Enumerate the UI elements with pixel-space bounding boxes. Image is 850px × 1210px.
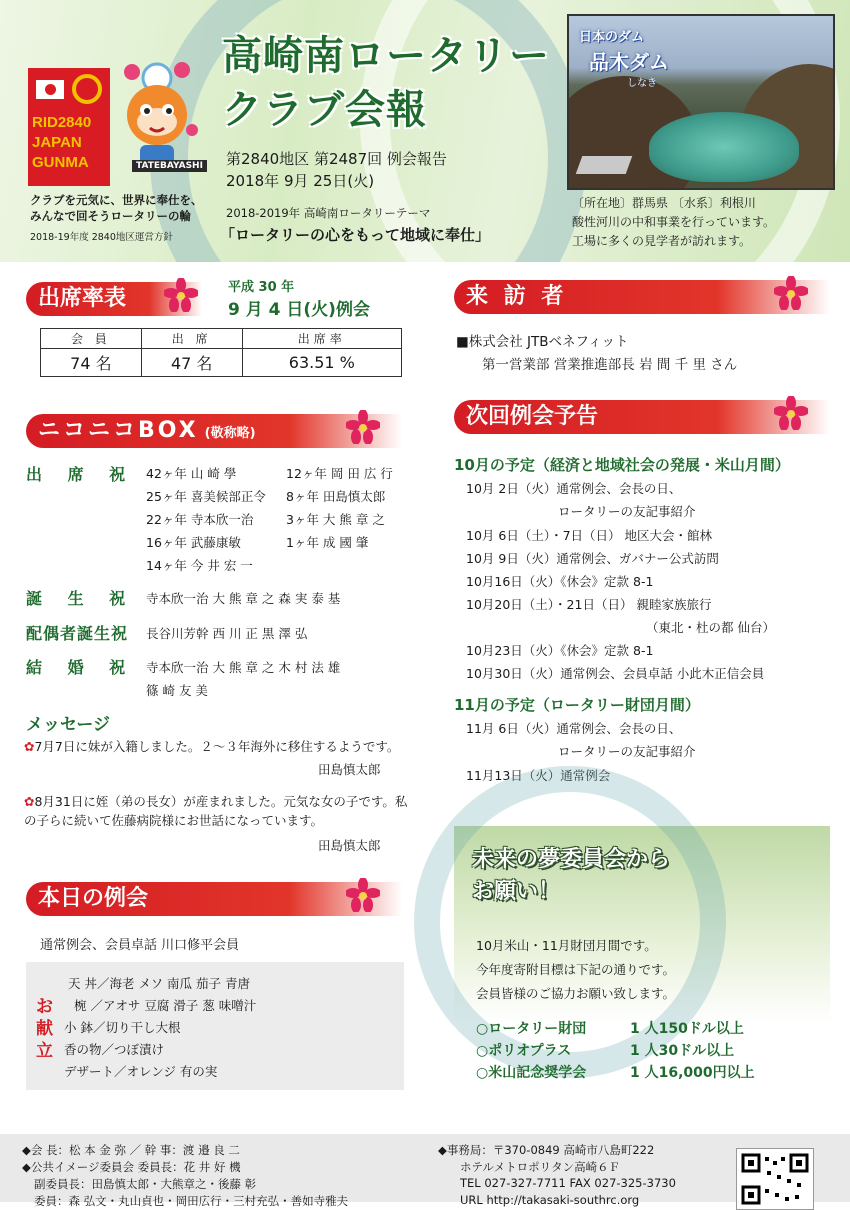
visitor-name: 第一営業部 営業推進部長 岩 間 千 里 さん	[482, 357, 738, 373]
theme-label: 2018-2019年 高崎南ロータリーテーマ	[226, 206, 431, 220]
footer-left-line: 委員：森 弘文・丸山貞也・岡田広行・三村充弘・善如寺雅夫	[34, 1194, 349, 1208]
col-members: 会 員	[41, 329, 142, 349]
flower-bullet-icon: ✿	[24, 794, 35, 809]
district-logo	[28, 68, 110, 186]
menu-kanji: お	[36, 997, 53, 1017]
list-item: 1ヶ年 成 國 肇	[286, 535, 369, 550]
goal-amount: 1 人16,000円以上	[630, 1065, 755, 1081]
list-item: 14ヶ年 今 井 宏 一	[146, 558, 253, 573]
birthday-names: 寺本欣一治 大 熊 章 之 森 実 泰 基	[146, 591, 341, 606]
goal-name: ○ロータリー財団	[476, 1021, 587, 1037]
list-item: 25ヶ年 喜美候部正令	[146, 489, 266, 504]
footer-left-line: ◆会 長：松 本 金 弥 ／ 幹 事：渡 邉 良 二	[22, 1143, 240, 1157]
message-item	[24, 737, 414, 756]
schedule-item: 10月16日（火）《休会》定款 8-1	[466, 574, 654, 589]
menu-item: 椀 ／アオサ 豆腐 滑子 葱 味噌汁	[74, 998, 257, 1013]
bulletin-title-line1: 高崎南ロータリー	[222, 33, 550, 79]
today-meeting-text: 通常例会、会員卓話 川口修平会員	[40, 938, 240, 953]
dam-info-line: 〔所在地〕群馬県 〔水系〕利根川	[572, 196, 756, 210]
november-schedule-title: 11月の予定（ロータリー財団月間）	[454, 696, 700, 714]
flower-icon	[774, 396, 808, 430]
menu-item: 香の物／つぼ漬け	[64, 1042, 165, 1057]
present-value: 47 名	[141, 349, 242, 377]
future-text: 今年度寄附目標は下記の通りです。	[476, 962, 676, 977]
flower-icon	[164, 278, 198, 312]
list-item: 16ヶ年 武藤康敏	[146, 535, 241, 550]
next-meeting-heading-text: 次回例会予告	[466, 404, 599, 429]
report-date: 2018年 9月 25日(火)	[226, 172, 375, 190]
footer-right-line: ホテルメトロポリタン高崎６Ｆ	[460, 1160, 621, 1174]
dam-info-line: 酸性河川の中和事業を行っています。	[572, 215, 776, 229]
list-item: 8ヶ年 田島慎太郎	[286, 489, 386, 504]
message-item	[24, 792, 414, 830]
header-banner	[0, 0, 850, 262]
logo-line3: GUNMA	[32, 154, 89, 171]
menu-item: デザート／オレンジ 有の実	[64, 1064, 218, 1079]
wedding-names: 篠 崎 友 美	[146, 683, 208, 698]
dam-info	[572, 194, 775, 251]
slogan-line: クラブを元気に、世界に奉仕を、	[30, 193, 203, 207]
bulletin-title-line2: クラブ会報	[222, 87, 427, 133]
menu-box	[26, 962, 404, 1090]
japan-flag-icon	[36, 80, 64, 99]
list-item: 12ヶ年 岡 田 広 行	[286, 466, 393, 481]
spouse-birthday-label: 配偶者誕生祝	[26, 624, 129, 643]
photo-lake	[649, 112, 799, 182]
rotary-wheel-icon	[72, 74, 102, 104]
schedule-item: ロータリーの友記事紹介	[558, 744, 696, 759]
wedding-names: 寺本欣一治 大 熊 章 之 木 村 法 雄	[146, 660, 341, 675]
dam-name: 品木ダム	[589, 50, 669, 74]
niko-box-note: (敬称略)	[204, 426, 256, 441]
message-author: 田島慎太郎	[318, 838, 381, 853]
schedule-item: 10月20日（土）・21日（日） 親睦家族旅行	[466, 597, 712, 612]
table-header-row	[41, 329, 402, 349]
october-schedule-title: 10月の予定（経済と地域社会の発展・米山月間）	[454, 456, 790, 474]
goal-name: ○米山記念奨学会	[476, 1065, 587, 1081]
message-author: 田島慎太郎	[318, 762, 381, 777]
dam-photo	[567, 14, 835, 190]
schedule-item: 10月 2日（火）通常例会、会長の日、	[466, 481, 682, 496]
message-title: メッセージ	[26, 715, 110, 735]
schedule-item: 11月13日（火）通常例会	[466, 768, 611, 783]
wedding-label: 結 婚 祝	[26, 658, 136, 677]
future-text: 10月米山・11月財団月間です。	[476, 938, 657, 953]
schedule-item: 10月 9日（火）通常例会、ガバナー公式訪問	[466, 551, 719, 566]
attendance-year: 平成 30 年	[228, 280, 295, 295]
members-value: 74 名	[41, 349, 142, 377]
col-rate: 出席率	[242, 329, 401, 349]
attendance-table	[40, 328, 402, 377]
dam-caption-small: 日本のダム	[579, 30, 645, 45]
visitor-company: ■株式会社 JTBベネフィット	[456, 334, 629, 350]
flower-icon	[346, 878, 380, 912]
logo-line1: RID2840	[32, 114, 92, 131]
footer	[0, 1134, 850, 1208]
slogan-caption: 2018-19年度 2840地区運営方針	[30, 232, 173, 243]
list-item: 42ヶ年 山 崎 學	[146, 466, 237, 481]
menu-kanji: 立	[36, 1041, 53, 1061]
visitors-heading-text: 来 訪 者	[466, 284, 568, 309]
mascot-icon	[112, 60, 202, 170]
district-slogan	[30, 192, 203, 224]
menu-item: 天 丼／海老 メソ 南瓜 茄子 青唐	[68, 976, 250, 991]
qr-code-icon[interactable]	[736, 1148, 814, 1210]
birthday-label: 誕 生 祝	[26, 589, 136, 608]
menu-kanji: 献	[36, 1019, 53, 1039]
schedule-item: 10月 6日（土）・7日（日） 地区大会・館林	[466, 528, 713, 543]
flower-icon	[774, 276, 808, 310]
menu-item: 小 鉢／切り干し大根	[64, 1020, 181, 1035]
future-dream-box	[454, 826, 830, 1108]
attendance-heading-text: 出席率表	[38, 286, 127, 311]
future-title-line2: お願い！	[472, 879, 561, 904]
dam-reading: しなき	[627, 78, 657, 89]
footer-right-line: TEL 027-327-7711 FAX 027-325-3730	[460, 1176, 676, 1190]
flower-bullet-icon: ✿	[24, 739, 35, 754]
logo-line2: JAPAN	[32, 134, 82, 151]
report-number: 第2840地区 第2487回 例会報告	[226, 150, 447, 168]
goal-name: ○ポリオプラス	[476, 1043, 572, 1059]
footer-right-line: ◆事務局：〒370-0849 高崎市八島町222	[438, 1143, 655, 1157]
schedule-item: 10月30日（火）通常例会、会員卓話 小此木正信会員	[466, 666, 765, 681]
tatebayashi-badge: TATEBAYASHI	[132, 160, 207, 172]
table-row	[41, 349, 402, 377]
schedule-item: 11月 6日（火）通常例会、会長の日、	[466, 721, 682, 736]
goal-amount: 1 人150ドル以上	[630, 1021, 744, 1037]
club-theme: 「ロータリーの心をもって地域に奉仕」	[220, 226, 491, 244]
spouse-birthday-names: 長谷川芳幹 西 川 正 黒 澤 弘	[146, 626, 308, 641]
list-item: 22ヶ年 寺本欣一治	[146, 512, 254, 527]
slogan-line: みんなで回そうロータリーの輪	[30, 209, 191, 223]
dam-info-line: 工場に多くの見学者が訪れます。	[572, 234, 752, 248]
future-text: 会員皆様のご協力お願い致します。	[476, 986, 676, 1001]
rate-value: 63.51 %	[242, 349, 401, 377]
col-present: 出 席	[141, 329, 242, 349]
future-title-line1: 未来の夢委員会から	[472, 847, 671, 872]
footer-right-line: URL http://takasaki-southrc.org	[460, 1193, 640, 1207]
today-meeting-heading-text: 本日の例会	[38, 886, 149, 911]
footer-left-line: ◆公共イメージ委員会 委員長：花 井 好 機	[22, 1160, 241, 1174]
list-item: 3ヶ年 大 熊 章 之	[286, 512, 385, 527]
footer-left-line: 副委員長：田島慎太郎・大熊章之・後藤 彰	[34, 1177, 257, 1191]
photo-dam-wall	[576, 156, 633, 174]
schedule-item: ロータリーの友記事紹介	[558, 504, 696, 519]
attendance-meeting-date: 9 月 4 日(火)例会	[228, 300, 370, 320]
attendance-celebration-label: 出 席 祝	[26, 465, 136, 484]
schedule-item: 10月23日（火）《休会》定款 8-1	[466, 643, 654, 658]
niko-box-heading-text: ニコニコBOX	[38, 418, 199, 443]
message-text: 8月31日に姪（弟の長女）が産まれました。元気な女の子です。私の子らに続いて佐藤病院様にお世話になっています。	[24, 794, 408, 828]
message-text: 7月7日に妹が入籍しました。２～３年海外に移住するようです。	[34, 739, 400, 754]
flower-icon	[346, 410, 380, 444]
schedule-item: （東北・杜の都 仙台）	[646, 620, 775, 635]
goal-amount: 1 人30ドル以上	[630, 1043, 735, 1059]
